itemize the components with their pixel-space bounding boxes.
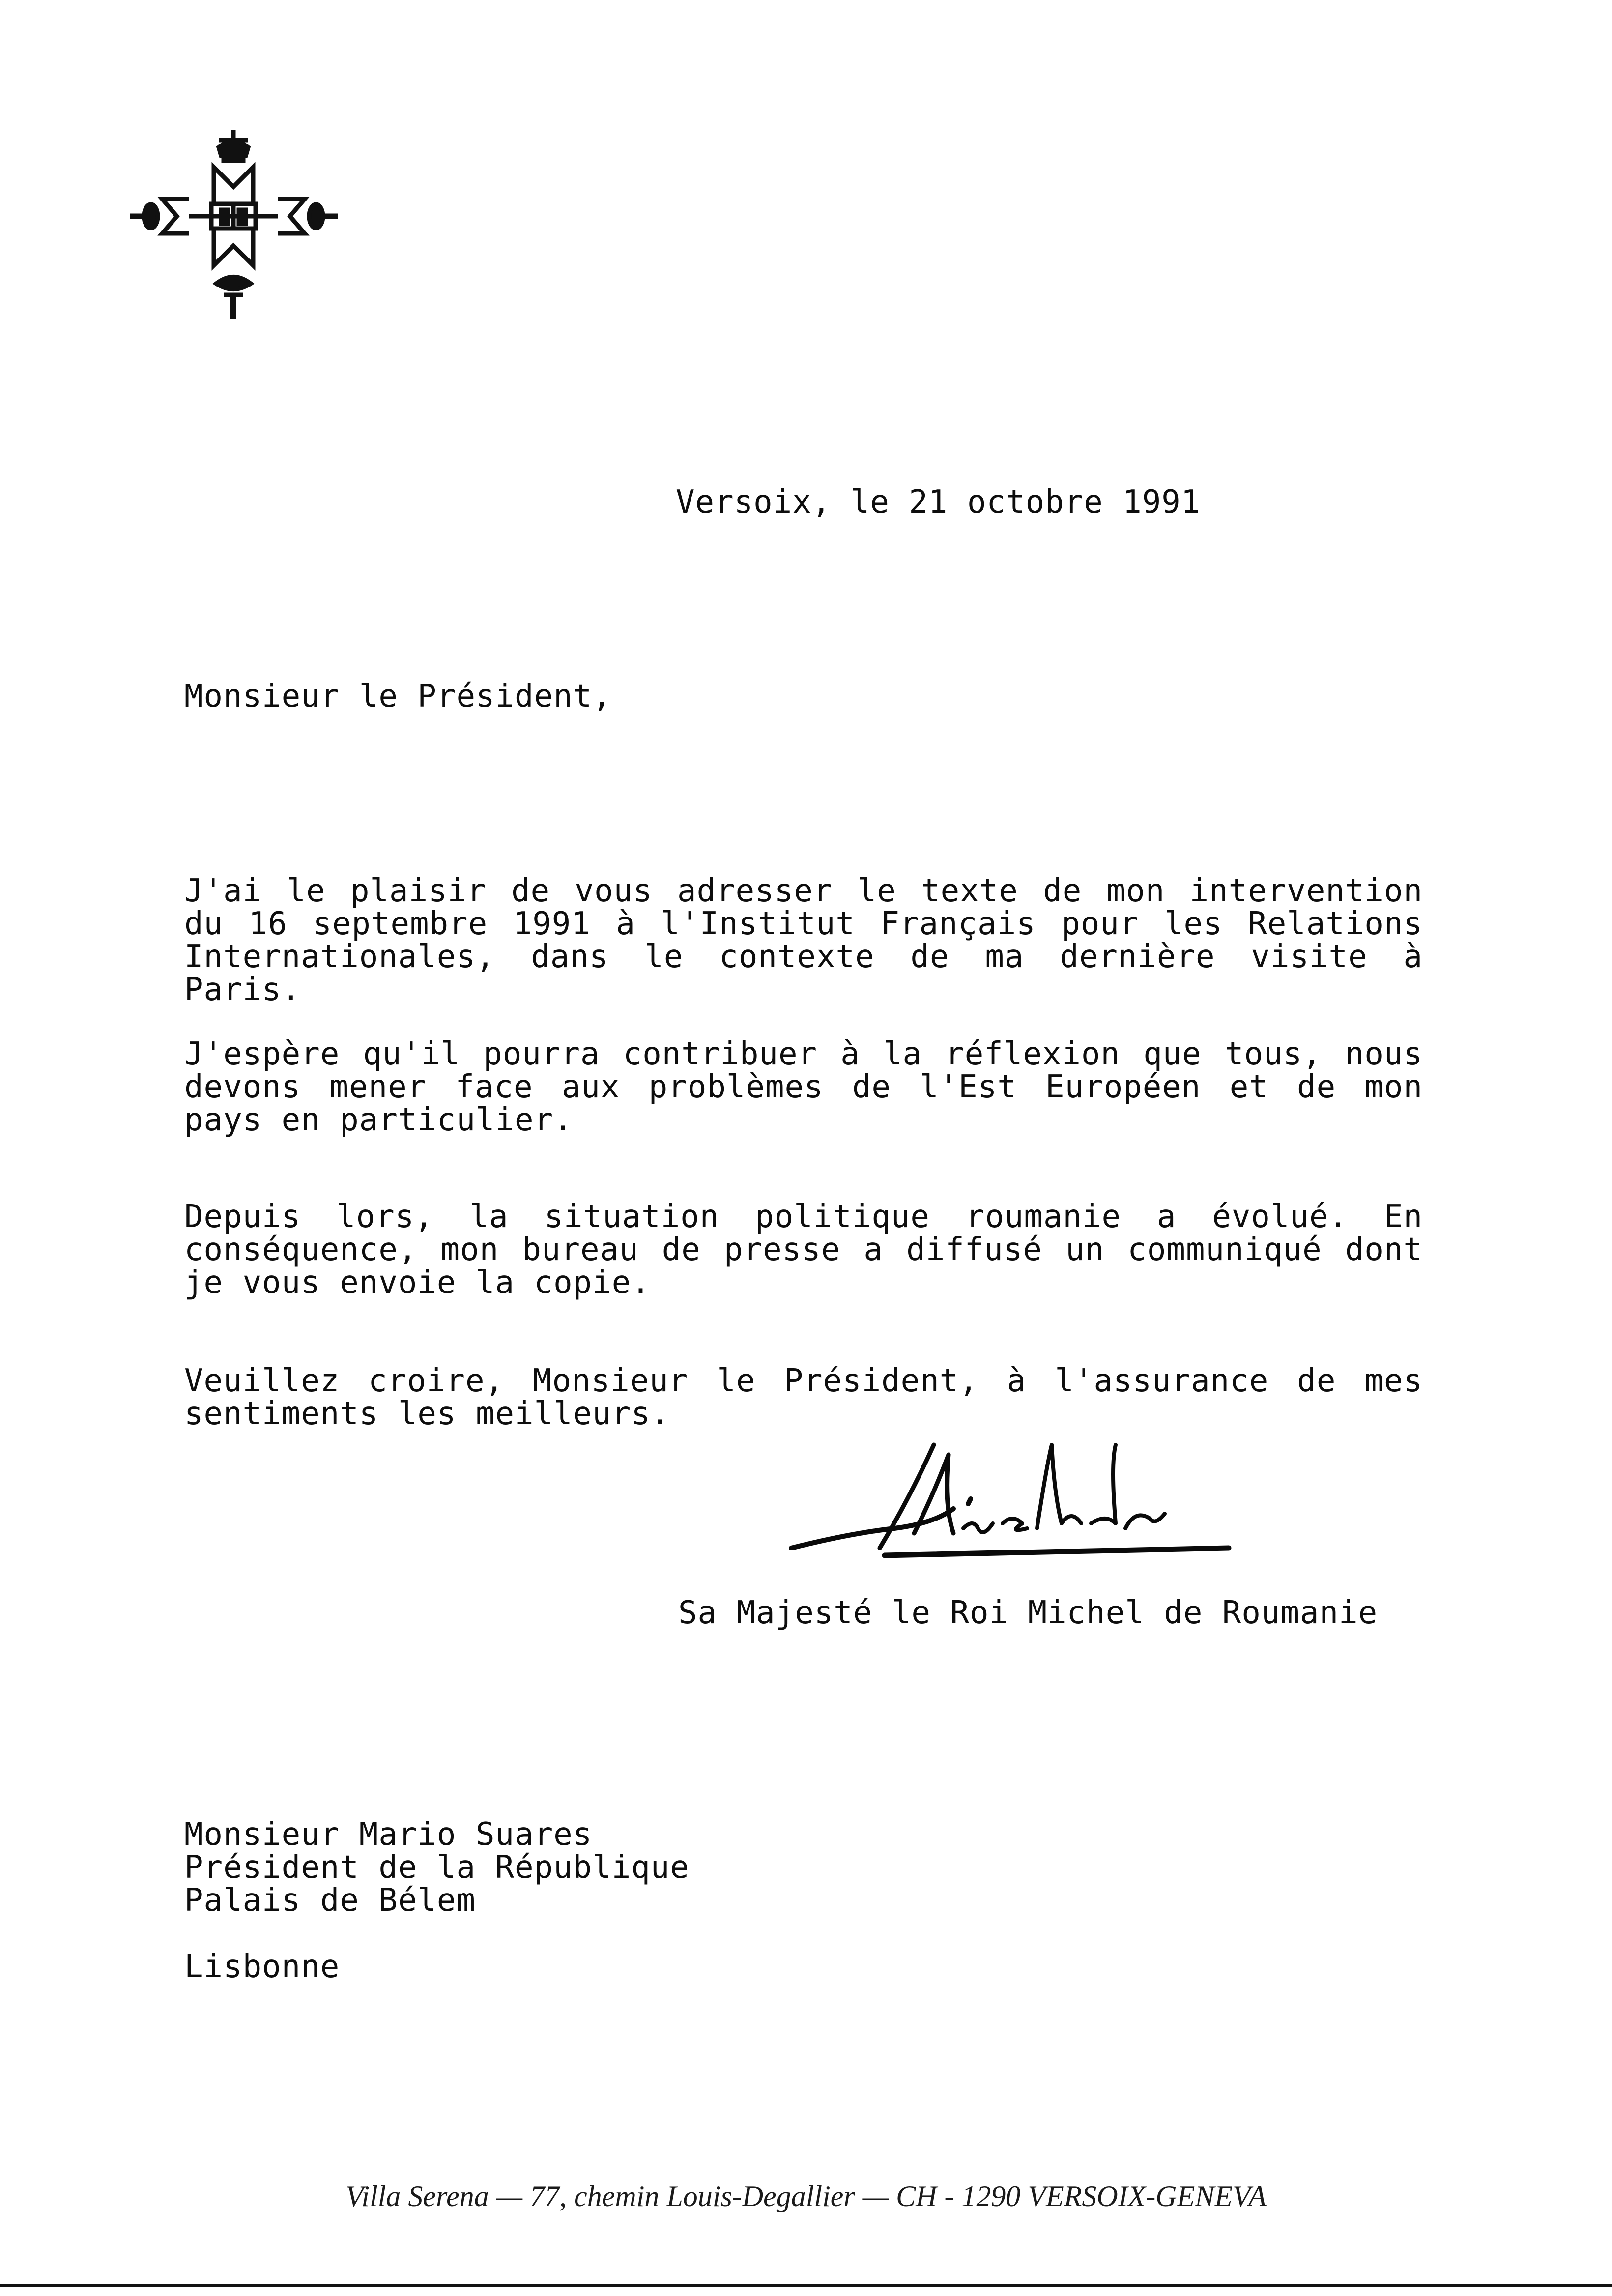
recipient-city: Lisbonne	[184, 1949, 340, 1985]
closing-paragraph: Veuillez croire, Monsieur le Président, à l'assurance de mes sentiments les meilleurs.	[184, 1363, 1423, 1432]
body-paragraph-2: J'espère qu'il pourra contribuer à la réflexion que tous, nous devons mener face aux problèmes de l'Est Européen et de mon pays en particulier.	[184, 1036, 1423, 1138]
body-paragraph-3: Depuis lors, la situation politique roumanie a évolué. En conséquence, mon bureau de presse a diffusé un communiqué dont je vous envoie la copie.	[184, 1199, 1423, 1301]
letter-date: Versoix, le 21 octobre 1991	[676, 484, 1201, 520]
recipient-address	[184, 1818, 690, 1917]
recipient-place: Palais de Bélem	[184, 1882, 476, 1919]
handwritten-signature	[772, 1435, 1253, 1578]
body-paragraph-1: J'ai le plaisir de vous adresser le texte de mon intervention du 16 septembre 1991 à l'Institut Français pour les Relations Internationales, dans le contexte de ma dernière visite à Paris.	[184, 873, 1423, 1008]
letterhead-footer: Villa Serena — 77, chemin Louis-Degallier — CH - 1290 VERSOIX-GENEVA	[345, 2180, 1267, 2212]
royal-monogram-cross-icon	[125, 125, 342, 332]
bottom-divider	[0, 2284, 1612, 2287]
recipient-name: Monsieur Mario Suares	[184, 1816, 593, 1853]
salutation: Monsieur le Président,	[184, 678, 612, 715]
signer-title: Sa Majesté le Roi Michel de Roumanie	[678, 1595, 1378, 1631]
recipient-title: Président de la République	[184, 1849, 690, 1886]
